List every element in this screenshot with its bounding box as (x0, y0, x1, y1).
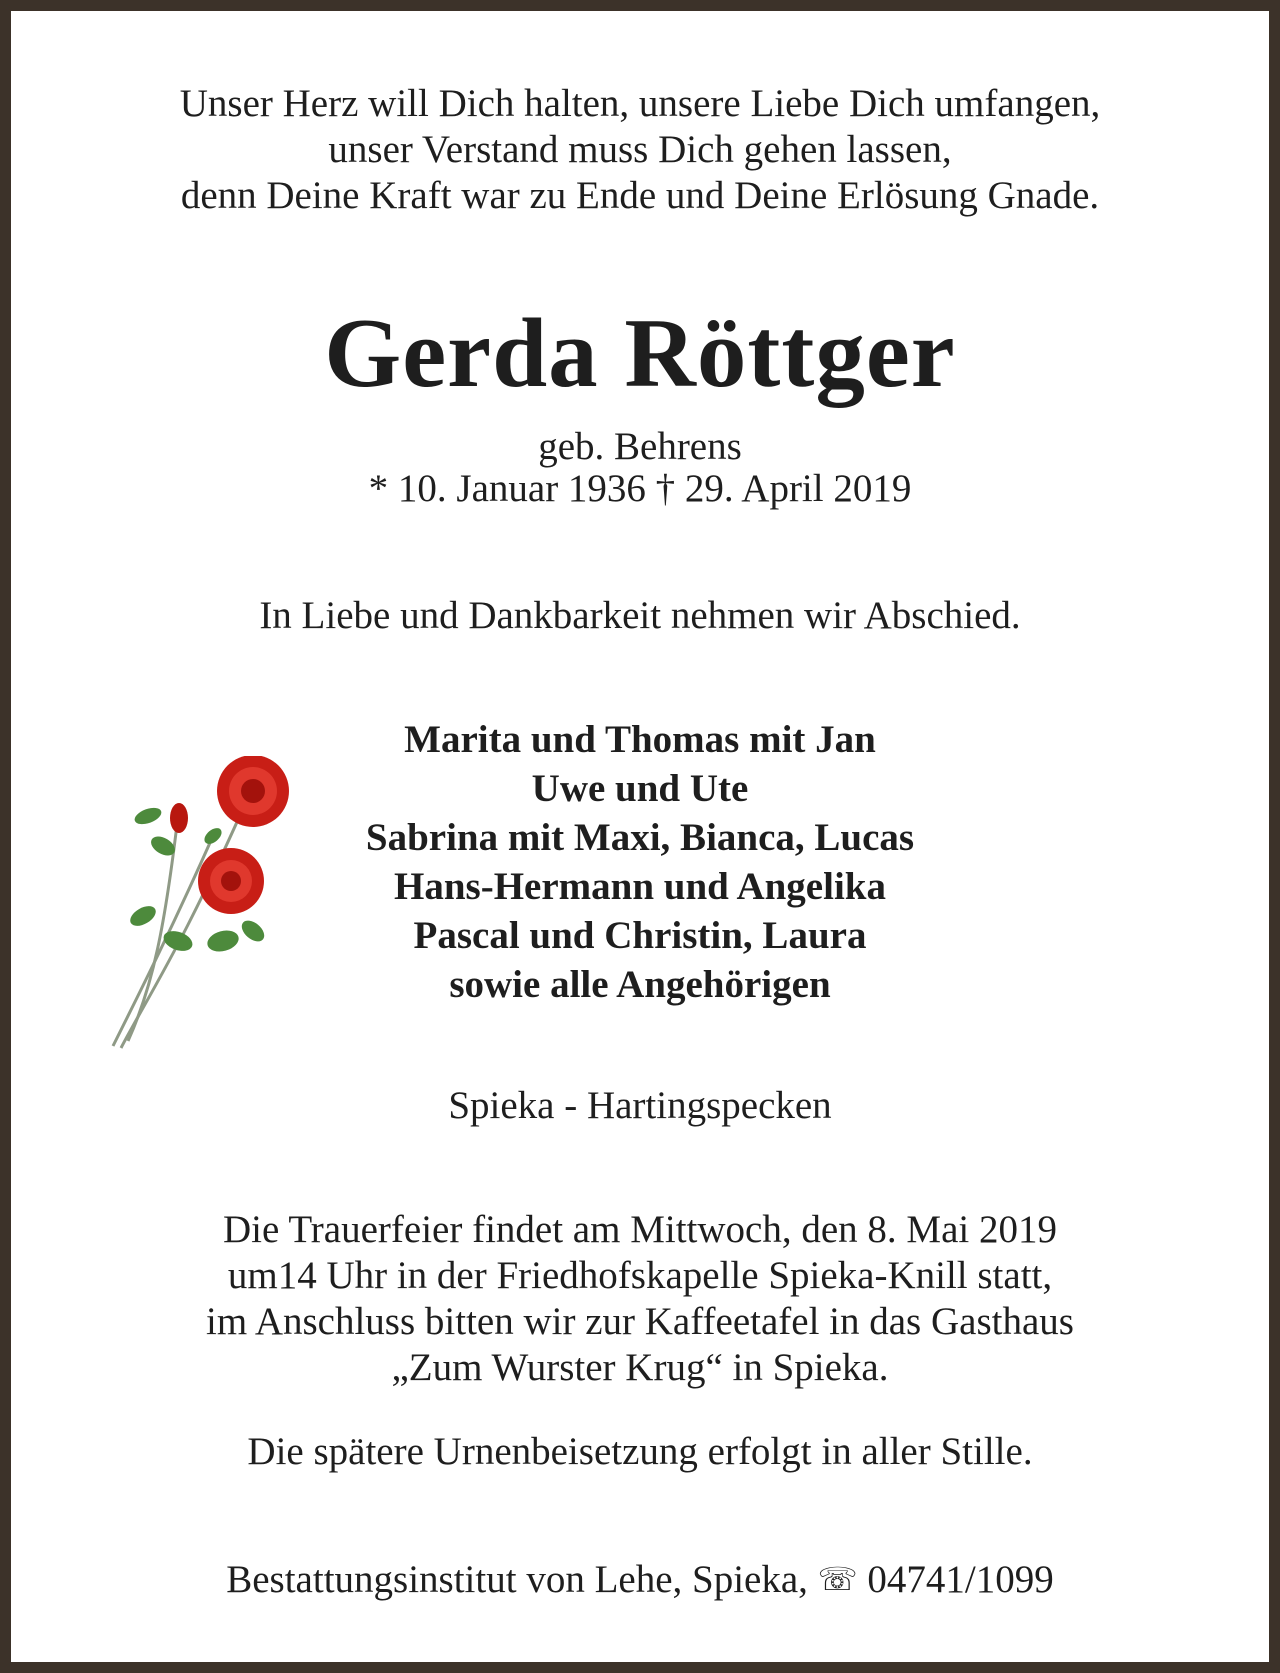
place-line: Spieka - Hartingspecken (448, 1084, 832, 1127)
undertaker-phone: 04741/1099 (867, 1558, 1054, 1601)
service-details (11, 1207, 1269, 1391)
mourner-line: Marita und Thomas mit Jan (404, 718, 876, 761)
service-line: Die Trauerfeier findet am Mittwoch, den 8. Mai 2019 (223, 1208, 1057, 1251)
mourner-line: Uwe und Ute (531, 767, 749, 810)
deceased-name: Gerda Röttger (324, 299, 956, 408)
service-line: um14 Uhr in der Friedhofskapelle Spieka-Knill statt, (227, 1254, 1053, 1297)
mourner-line: Pascal und Christin, Laura (413, 914, 867, 957)
mourner-line: Hans-Hermann und Angelika (394, 865, 886, 908)
motto-verse (11, 81, 1269, 219)
service-line: „Zum Wurster Krug“ in Spieka. (391, 1346, 889, 1389)
motto-line: unser Verstand muss Dich gehen lassen, (328, 128, 952, 171)
motto-line: denn Deine Kraft war zu Ende und Deine Erlösung Gnade. (180, 174, 1100, 217)
undertaker-name: Bestattungsinstitut von Lehe, Spieka, (226, 1558, 808, 1601)
urn-burial-note: Die spätere Urnenbeisetzung erfolgt in aller Stille. (247, 1430, 1033, 1473)
life-dates: * 10. Januar 1936 † 29. April 2019 (368, 467, 912, 510)
mourner-line: sowie alle Angehörigen (449, 963, 831, 1006)
undertaker-line (11, 1556, 1269, 1603)
phone-icon: ☏ (817, 1560, 858, 1598)
motto-line: Unser Herz will Dich halten, unsere Liebe Dich umfangen, (179, 82, 1101, 125)
mourner-line: Sabrina mit Maxi, Bianca, Lucas (365, 816, 915, 859)
service-line: im Anschluss bitten wir zur Kaffeetafel in das Gasthaus (206, 1300, 1074, 1343)
farewell-text: In Liebe und Dankbarkeit nehmen wir Abschied. (259, 594, 1021, 637)
birth-name: geb. Behrens (538, 425, 742, 468)
mourners-list (11, 715, 1269, 1009)
